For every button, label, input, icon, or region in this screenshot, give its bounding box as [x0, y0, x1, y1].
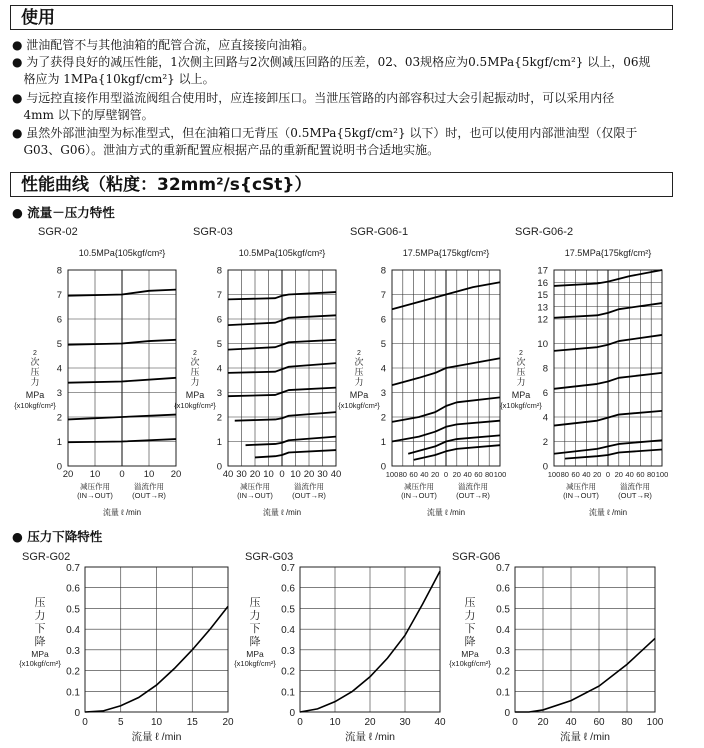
- y-tick-label: 7: [56, 290, 62, 301]
- y-tick-label: 12: [537, 314, 548, 326]
- y-axis-unit-kgf: {x10kgf/cm²}: [174, 401, 216, 410]
- flow-pressure-subtitle: ● 流量－压力特性: [12, 205, 115, 220]
- y-tick-label: 0.5: [281, 604, 295, 616]
- y-axis-label-char: 力: [30, 377, 40, 387]
- x-tick-label: 80: [398, 470, 407, 479]
- y-tick-label: 7: [380, 290, 386, 301]
- y-tick-label: 4: [542, 412, 548, 424]
- x-tick-label: 10: [290, 469, 301, 480]
- y-tick-label: 0: [216, 461, 222, 473]
- x-tick-label: 80: [621, 717, 633, 728]
- usage-bullet-3: ● 与远控直接作用型溢流阀组合使用时，应连接卸压口。当泄压管路的内部容积过大会引起振动时，可以采用内径 4mm 以下的厚壁钢管。: [12, 91, 615, 122]
- y-tick-label: 4: [56, 363, 62, 375]
- chart-title: SGR-G06-2: [515, 226, 574, 238]
- y-tick-label: 6: [56, 314, 62, 326]
- pressure-drop-subtitle: ● 压力下降特性: [12, 529, 103, 544]
- x-tick-label: 5: [117, 717, 124, 728]
- y-tick-label: 0.1: [496, 687, 510, 699]
- pressure-setting-label: 10.5MPa{105kgf/cm²}: [238, 248, 326, 258]
- x-tick-label: 20: [303, 469, 315, 480]
- in-out-label: (IN→OUT): [237, 491, 273, 500]
- y-tick-label: 0.1: [66, 687, 80, 699]
- usage-bullet-2: ● 为了获得良好的减压性能，1次侧主回路与2次侧减压回路的压差，02、03规格应为0.5MPa{5kgf/cm²} 以上，06规 格应为 1MPa{10kgf/cm²} 以上。: [12, 55, 651, 86]
- x-tick-label: 40: [222, 469, 234, 480]
- y-tick-label: 7: [216, 290, 222, 301]
- plot-frame: [515, 567, 655, 712]
- chart-sgr-02: [14, 226, 181, 517]
- x-tick-label: 40: [463, 470, 472, 479]
- x-tick-label: 10: [329, 717, 341, 728]
- x-tick-label: 60: [593, 717, 605, 728]
- pressure-setting-label: 17.5MPa{175kgf/cm²}: [564, 248, 652, 258]
- x-tick-label: 10: [263, 469, 274, 480]
- x-axis-label: 流量 ℓ /min: [426, 508, 466, 517]
- y-axis-label-char: 力: [516, 377, 526, 387]
- y-axis-label-char: 压: [354, 367, 364, 377]
- x-tick-label: 20: [62, 469, 74, 480]
- x-axis-label: 流量 ℓ /min: [262, 508, 302, 517]
- y-axis-unit: MPa: [185, 390, 205, 400]
- y-tick-label: 0.6: [281, 583, 295, 595]
- y-tick-label: 0.3: [281, 645, 295, 657]
- y-tick-label: 4: [216, 363, 222, 375]
- y-axis-unit: MPa: [349, 390, 369, 400]
- y-tick-label: 0.2: [496, 666, 510, 678]
- chart-sgr-g02: [19, 551, 234, 743]
- y-tick-label: 1: [380, 437, 386, 448]
- y-axis-label-char: 降: [34, 636, 46, 648]
- y-axis-label-char: 2: [33, 350, 37, 357]
- y-axis-label-char: 次: [30, 357, 40, 367]
- y-tick-label: 0.3: [66, 645, 80, 657]
- x-tick-label: 60: [636, 470, 645, 479]
- in-out-label: (IN→OUT): [401, 491, 437, 500]
- y-axis-label-char: 次: [190, 357, 200, 367]
- x-tick-label: 15: [186, 717, 198, 728]
- x-tick-label: 10: [143, 469, 155, 480]
- x-tick-label: 20: [364, 717, 376, 728]
- y-tick-label: 0.5: [496, 604, 510, 616]
- x-tick-label: 20: [431, 470, 440, 479]
- chart-title: SGR-G06-1: [350, 226, 409, 238]
- y-axis-unit: MPa: [246, 649, 264, 659]
- y-tick-label: 2: [56, 412, 62, 424]
- y-axis-label-char: 下: [34, 623, 46, 635]
- y-tick-label: 0.5: [66, 604, 80, 616]
- bullet-text: G03、G06）。泄油方式的重新配置应根据产品的重新配置说明书合适地实施。: [23, 143, 440, 157]
- y-tick-label: 0.2: [281, 666, 295, 678]
- x-tick-label: 60: [409, 470, 418, 479]
- y-tick-label: 17: [537, 265, 548, 277]
- y-axis-unit: MPa: [25, 390, 45, 400]
- x-tick-label: 30: [399, 717, 411, 728]
- usage-section-header: 使用: [10, 5, 673, 30]
- y-axis-label-char: 下: [249, 623, 261, 635]
- y-tick-label: 0: [380, 461, 386, 473]
- y-tick-label: 5: [380, 339, 386, 350]
- x-tick-label: 10: [89, 469, 101, 480]
- y-tick-label: 0.7: [496, 563, 510, 574]
- x-tick-label: 80: [647, 470, 656, 479]
- y-tick-label: 10: [537, 339, 548, 350]
- x-axis-label: 流量 ℓ /min: [344, 731, 396, 743]
- reducing-action-label: 减压作用: [566, 482, 596, 491]
- x-tick-label: 10: [150, 717, 163, 728]
- x-tick-label: 100: [646, 717, 664, 728]
- x-tick-label: 20: [249, 469, 261, 480]
- y-axis-unit-kgf: {x10kgf/cm²}: [19, 659, 61, 668]
- y-tick-label: 3: [56, 388, 62, 399]
- y-tick-label: 0.1: [281, 687, 295, 699]
- out-r-label: (OUT→R): [292, 491, 326, 500]
- x-tick-label: 20: [614, 470, 623, 479]
- y-tick-label: 15: [537, 290, 548, 301]
- x-tick-label: 20: [593, 470, 602, 479]
- chart-sgr-g06-1: [338, 226, 506, 517]
- y-axis-label-char: 2: [193, 350, 197, 357]
- reducing-action-label: 减压作用: [240, 482, 270, 491]
- y-axis-unit: MPa: [511, 390, 531, 400]
- x-tick-label: 40: [330, 469, 342, 480]
- x-tick-label: 60: [571, 470, 580, 479]
- y-axis-label-char: 2: [519, 350, 523, 357]
- pressure-curve-5: [408, 435, 500, 453]
- out-r-label: (OUT→R): [132, 491, 166, 500]
- y-tick-label: 2: [216, 412, 222, 424]
- out-r-label: (OUT→R): [456, 491, 490, 500]
- y-axis-label-char: 力: [190, 377, 200, 387]
- y-axis-label-char: 力: [34, 610, 46, 622]
- x-axis-label: 流量 ℓ /min: [559, 731, 611, 743]
- y-tick-label: 0.4: [281, 625, 295, 637]
- relief-action-label: 溢流作用: [134, 482, 164, 491]
- x-tick-label: 0: [82, 717, 88, 728]
- y-tick-label: 13: [537, 302, 548, 314]
- relief-action-label: 溢流作用: [294, 482, 324, 491]
- y-axis-label-char: 压: [464, 597, 476, 609]
- y-axis-unit-kgf: {x10kgf/cm²}: [338, 401, 380, 410]
- x-tick-label: 20: [222, 717, 234, 728]
- y-axis-label-char: 力: [354, 377, 364, 387]
- chart-sgr-g06: [449, 551, 664, 743]
- y-axis-label-char: 压: [30, 367, 40, 377]
- usage-bullet-4: ● 虽然外部泄油型为标准型式，但在油箱口无背压（0.5MPa{5kgf/cm²} 以下）时，也可以使用内部泄油型（仅限于 G03、G06）。泄油方式的重新配置应根据产品的重新配置说明书合适地实施。: [12, 126, 638, 157]
- y-tick-label: 0: [74, 708, 80, 719]
- y-tick-label: 0: [504, 708, 510, 719]
- y-tick-label: 6: [380, 314, 386, 326]
- y-axis-label-char: 力: [249, 610, 261, 622]
- pressure-curve-6: [235, 412, 336, 421]
- chart-title: SGR-G06: [452, 551, 501, 563]
- pressure-drop-curve: [515, 638, 655, 712]
- pressure-setting-label: 17.5MPa{175kgf/cm²}: [402, 248, 490, 258]
- x-tick-label: 20: [170, 469, 182, 480]
- chart-sgr-03: [174, 226, 341, 517]
- out-r-label: (OUT→R): [618, 491, 652, 500]
- y-axis-label-char: 压: [34, 597, 46, 609]
- y-tick-label: 0: [289, 708, 295, 719]
- y-tick-label: 8: [380, 265, 386, 277]
- x-axis-label: 流量 ℓ /min: [588, 508, 628, 517]
- y-tick-label: 1: [216, 437, 222, 448]
- y-tick-label: 0: [56, 461, 62, 473]
- chart-title: SGR-02: [38, 226, 78, 238]
- chart-title: SGR-03: [193, 226, 233, 238]
- chart-sgr-g03: [234, 551, 446, 743]
- bullet-text: 4mm 以下的厚壁钢管。: [23, 108, 154, 122]
- y-tick-label: 0.4: [496, 625, 510, 637]
- y-axis-unit-kgf: {x10kgf/cm²}: [500, 401, 542, 410]
- x-tick-label: 20: [452, 470, 461, 479]
- bullet-text: 泄油配管不与其他油箱的配管合流，应直接接向油箱。: [26, 38, 315, 52]
- y-axis-label-char: 降: [464, 636, 476, 648]
- y-axis-unit: MPa: [461, 649, 479, 659]
- y-tick-label: 0.7: [66, 563, 80, 574]
- chart-title: SGR-G02: [22, 551, 71, 563]
- y-axis-label-char: 压: [516, 367, 526, 377]
- y-tick-label: 8: [542, 363, 548, 375]
- x-tick-label: 30: [317, 469, 328, 480]
- performance-section-header: 性能曲线（粘度：32mm²/s{cSt}）: [10, 172, 673, 197]
- y-axis-label-char: 2: [357, 350, 361, 357]
- x-tick-label: 40: [565, 717, 577, 728]
- relief-action-label: 溢流作用: [620, 482, 650, 491]
- y-tick-label: 8: [216, 265, 222, 277]
- bullet-text: 格应为 1MPa{10kgf/cm²} 以上。: [23, 72, 215, 86]
- y-tick-label: 2: [380, 412, 386, 424]
- y-tick-label: 3: [380, 388, 386, 399]
- in-out-label: (IN→OUT): [77, 491, 113, 500]
- in-out-label: (IN→OUT): [563, 491, 599, 500]
- x-axis-label: 流量 ℓ /min: [131, 731, 182, 743]
- x-tick-label: 0: [443, 470, 449, 479]
- x-tick-label: 80: [485, 470, 494, 479]
- x-tick-label: 40: [420, 470, 429, 479]
- y-tick-label: 8: [56, 265, 62, 277]
- y-tick-label: 0.3: [496, 645, 510, 657]
- x-tick-label: 100: [493, 470, 507, 479]
- bullet-text: 虽然外部泄油型为标准型式，但在油箱口无背压（0.5MPa{5kgf/cm²} 以下）时，也可以使用内部泄油型（仅限于: [26, 126, 638, 140]
- y-tick-label: 16: [537, 277, 548, 289]
- y-axis-unit: MPa: [31, 649, 49, 659]
- bullet-text: 为了获得良好的减压性能，1次侧主回路与2次侧减压回路的压差，02、03规格应为0.5MPa{5kgf/cm²} 以上，06规: [26, 55, 651, 69]
- x-tick-label: 40: [625, 470, 634, 479]
- pressure-setting-label: 10.5MPa{105kgf/cm²}: [78, 248, 166, 258]
- x-tick-label: 100: [547, 470, 561, 479]
- y-tick-label: 0.6: [66, 583, 80, 595]
- chart-title: SGR-G03: [245, 551, 294, 563]
- y-axis-unit-kgf: {x10kgf/cm²}: [234, 659, 276, 668]
- y-axis-label-char: 次: [354, 357, 364, 367]
- y-tick-label: 5: [216, 339, 222, 350]
- y-tick-label: 0.6: [496, 583, 510, 595]
- x-tick-label: 0: [297, 717, 303, 728]
- x-tick-label: 100: [385, 470, 399, 479]
- y-axis-unit-kgf: {x10kgf/cm²}: [14, 401, 56, 410]
- x-tick-label: 0: [605, 470, 611, 479]
- y-tick-label: 4: [380, 363, 386, 375]
- y-axis-label-char: 次: [516, 357, 526, 367]
- y-tick-label: 2: [542, 437, 548, 448]
- y-tick-label: 1: [56, 437, 62, 448]
- y-tick-label: 0.7: [281, 563, 295, 574]
- x-tick-label: 40: [582, 470, 591, 479]
- x-tick-label: 0: [512, 717, 518, 728]
- y-axis-label-char: 力: [464, 610, 476, 622]
- chart-sgr-g06-2: [500, 226, 668, 517]
- bullet-text: 与远控直接作用型溢流阀组合使用时，应连接卸压口。当泄压管路的内部容积过大会引起振动时，可以采用内径: [26, 91, 615, 105]
- x-tick-label: 80: [560, 470, 569, 479]
- y-tick-label: 5: [56, 339, 62, 350]
- reducing-action-label: 减压作用: [80, 482, 110, 491]
- y-axis-unit-kgf: {x10kgf/cm²}: [449, 659, 491, 668]
- y-axis-label-char: 压: [249, 597, 261, 609]
- y-axis-label-char: 压: [190, 367, 200, 377]
- relief-action-label: 溢流作用: [458, 482, 488, 491]
- y-tick-label: 0.2: [66, 666, 80, 678]
- reducing-action-label: 减压作用: [404, 482, 434, 491]
- y-tick-label: 3: [216, 388, 222, 399]
- x-tick-label: 100: [655, 470, 669, 479]
- x-tick-label: 30: [236, 469, 247, 480]
- x-tick-label: 20: [537, 717, 549, 728]
- x-axis-label: 流量 ℓ /min: [102, 508, 142, 517]
- y-axis-label-char: 降: [249, 636, 261, 648]
- x-tick-label: 40: [434, 717, 446, 728]
- y-axis-label-char: 下: [464, 623, 476, 635]
- usage-bullet-1: ● 泄油配管不与其他油箱的配管合流，应直接接向油箱。: [12, 38, 315, 52]
- y-tick-label: 6: [216, 314, 222, 326]
- y-tick-label: 0: [542, 461, 548, 473]
- x-tick-label: 0: [279, 469, 285, 480]
- y-tick-label: 6: [542, 388, 548, 399]
- x-tick-label: 60: [474, 470, 483, 479]
- x-tick-label: 0: [119, 469, 125, 480]
- y-tick-label: 0.4: [66, 625, 80, 637]
